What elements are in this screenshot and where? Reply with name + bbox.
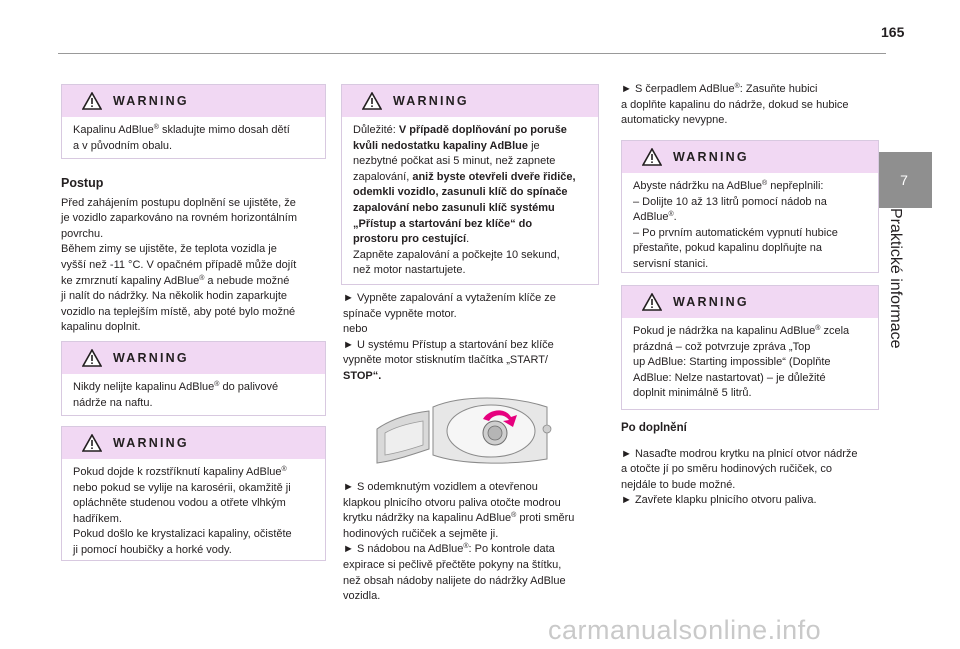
registered-mark: ® bbox=[511, 512, 517, 520]
text-line: a otočte jí po směru hodinových ručiček, co bbox=[621, 463, 832, 476]
text-line: nejdále to bude možné. bbox=[621, 478, 736, 491]
text-line: a doplňte kapalinu do nádrže, dokud se hubice bbox=[621, 98, 849, 111]
text-line: vypněte motor stisknutím tlačítka „START/ bbox=[343, 354, 548, 367]
text-line: přestaňte, pokud kapalinu doplňujte na bbox=[633, 242, 822, 255]
text-line: kapalinu doplnit. bbox=[61, 321, 141, 334]
warning-title: WARNING bbox=[113, 436, 189, 450]
warning-header bbox=[342, 85, 598, 117]
warning-header bbox=[622, 141, 878, 173]
registered-mark: ® bbox=[214, 381, 220, 388]
registered-mark: ® bbox=[762, 180, 768, 187]
steps-open-cap bbox=[343, 480, 605, 605]
text-bold: V případě doplňování po poruše bbox=[398, 124, 567, 136]
text-line: Pokud došlo ke krystalizaci kapaliny, očistěte bbox=[73, 528, 292, 541]
text-line: Během zimy se ujistěte, že teplota vozidla je bbox=[61, 243, 277, 256]
warning-text bbox=[62, 374, 325, 411]
text-line: Abyste nádržku na AdBlue® nepřeplnili: bbox=[633, 180, 824, 192]
text-line: – Dolijte 10 až 13 litrů pomocí nádob na bbox=[633, 195, 827, 208]
text-line: nebo bbox=[343, 323, 368, 336]
text-line: nebo pokud se vylije na karosérii, okamžitě ji bbox=[73, 481, 291, 494]
warning-triangle-icon bbox=[642, 293, 662, 311]
text-line: ► S čerpadlem AdBlue®: Zasuňte hubici bbox=[621, 83, 818, 95]
registered-mark: ® bbox=[199, 274, 205, 282]
text-line: spínače vypněte motor. bbox=[343, 307, 457, 320]
text-line: „Přístup a startování bez klíče“ do bbox=[353, 217, 533, 230]
text-line: Před zahájením postupu doplnění se ujistěte, že bbox=[61, 196, 296, 209]
text-line: Pokud dojde k rozstříknutí kapaliny AdBlue® bbox=[73, 466, 287, 478]
text-line bbox=[353, 123, 588, 139]
text-line: STOP“. bbox=[343, 369, 382, 382]
text-line bbox=[353, 170, 588, 186]
watermark: carmanualsonline.info bbox=[548, 615, 822, 645]
steps-switch-off bbox=[343, 291, 605, 385]
warning-header bbox=[62, 427, 325, 459]
warning-text bbox=[62, 117, 325, 154]
text-line: ► Nasaďte modrou krytku na plnicí otvor nádrže bbox=[621, 447, 858, 460]
text-line: je vozidlo zaparkováno na rovném horizontálním bbox=[61, 212, 298, 225]
text-tail: je bbox=[528, 139, 540, 152]
text-line: prázdná – což potvrzuje zpráva „Top bbox=[633, 340, 811, 353]
text-line bbox=[353, 232, 588, 248]
text-line: ► Zavřete klapku plnicího otvoru paliva. bbox=[621, 494, 817, 507]
warning-header bbox=[62, 85, 325, 117]
text-line: a v původním obalu. bbox=[73, 139, 173, 152]
registered-mark: ® bbox=[153, 124, 159, 131]
warning-box-empty-tank bbox=[621, 285, 879, 410]
warning-triangle-icon bbox=[82, 349, 102, 367]
warning-title: WARNING bbox=[393, 94, 469, 108]
text-line: než motor nastartujete. bbox=[353, 264, 466, 277]
text-line: Kapalinu AdBlue® skladujte mimo dosah dětí bbox=[73, 124, 290, 136]
warning-title: WARNING bbox=[673, 150, 749, 164]
chapter-title-vertical bbox=[886, 208, 926, 368]
text-line: ji pomocí houbičky a horké vody. bbox=[73, 543, 232, 556]
text-line: ke zmrznutí kapaliny AdBlue® a nebude možné bbox=[61, 274, 290, 287]
header-rule bbox=[58, 53, 886, 54]
warning-title: WARNING bbox=[113, 351, 189, 365]
text-line: odemkli vozidlo, zasunuli klíč do spínače bbox=[353, 186, 568, 199]
text-line: – Po prvním automatickém vypnutí hubice bbox=[633, 226, 838, 239]
registered-mark: ® bbox=[668, 211, 674, 219]
warning-text bbox=[622, 173, 878, 273]
text-line: vozidla. bbox=[343, 590, 381, 603]
section-po-doplneni bbox=[621, 421, 883, 509]
text-line: povrchu. bbox=[61, 227, 104, 240]
registered-mark: ® bbox=[734, 83, 740, 90]
chapter-tab: 7 bbox=[876, 152, 932, 208]
text-line: krytku nádržky na kapalinu AdBlue® proti směru bbox=[343, 512, 575, 525]
text-line: ► S odemknutým vozidlem a otevřenou bbox=[343, 481, 538, 493]
text-line: ji nalít do nádržky. Na několik hodin zaparkujte bbox=[61, 290, 288, 303]
text-line: up AdBlue: Starting impossible“ (Doplňte bbox=[633, 356, 831, 369]
warning-box-overfill bbox=[621, 140, 879, 273]
text-line: ► U systému Přístup a startování bez klíče bbox=[343, 338, 554, 351]
text-line: klapkou plnicího otvoru paliva otočte modrou bbox=[343, 496, 561, 509]
registered-mark: ® bbox=[281, 466, 287, 473]
text-line: AdBlue®. bbox=[633, 211, 677, 224]
text-line: nezbytné počkat asi 5 minut, než zapnete bbox=[353, 155, 556, 168]
warning-title: WARNING bbox=[673, 295, 749, 309]
section-postup bbox=[61, 176, 331, 336]
text-line bbox=[353, 139, 588, 155]
warning-box-diesel bbox=[61, 341, 326, 416]
section-title: Postup bbox=[61, 176, 104, 190]
warning-title: WARNING bbox=[113, 94, 189, 108]
text-line: ► S nádobou na AdBlue®: Po kontrole data bbox=[343, 543, 555, 556]
text-line: AdBlue: Nelze nastartovat) – je důležité bbox=[633, 371, 826, 384]
text-line: expirace si pečlivě přečtěte pokyny na štítku, bbox=[343, 558, 562, 571]
registered-mark: ® bbox=[463, 543, 469, 551]
warning-header bbox=[622, 286, 878, 318]
warning-triangle-icon bbox=[642, 148, 662, 166]
warning-box-important bbox=[341, 84, 599, 285]
warning-triangle-icon bbox=[82, 434, 102, 452]
registered-mark: ® bbox=[815, 325, 821, 332]
warning-triangle-icon bbox=[82, 92, 102, 110]
chapter-title: Praktické informace bbox=[887, 208, 904, 349]
text-line: vyšší než -11 °C. V opačném případě může dojít bbox=[61, 258, 297, 271]
text-line: než obsah nádoby nalijete do nádržky AdBlue bbox=[343, 574, 566, 587]
text-period: . bbox=[466, 233, 470, 246]
text-line: Nikdy nelijte kapalinu AdBlue® do palivové bbox=[73, 381, 279, 393]
text-line: opláchněte studenou vodou a otřete vlhkým bbox=[73, 497, 286, 510]
text-bold: aniž byste otevřeli dveře řidiče, bbox=[412, 170, 576, 183]
steps-pump bbox=[621, 82, 883, 129]
section-title: Po doplnění bbox=[621, 422, 687, 434]
text-line: hodinových ručiček a sejměte ji. bbox=[343, 527, 499, 540]
text-line: vozidlo na teplejším místě, aby poté bylo možné bbox=[61, 305, 296, 318]
warning-text bbox=[342, 117, 598, 279]
text-line: doplnit minimálně 5 litrů. bbox=[633, 387, 752, 400]
warning-box-storage bbox=[61, 84, 326, 159]
text-bold: prostoru pro cestující bbox=[353, 233, 467, 246]
text-line: automaticky nevypne. bbox=[621, 114, 728, 127]
warning-text bbox=[62, 459, 325, 559]
warning-header bbox=[62, 342, 325, 374]
text-line: servisní stanici. bbox=[633, 257, 709, 270]
warning-triangle-icon bbox=[362, 92, 382, 110]
fuel-flap-adblue-illustration bbox=[371, 389, 557, 467]
warning-box-spill bbox=[61, 426, 326, 561]
text-line: hadříkem. bbox=[73, 512, 122, 525]
text-line: Pokud je nádržka na kapalinu AdBlue® zcela bbox=[633, 325, 850, 337]
text-bold: kvůli nedostatku kapaliny AdBlue bbox=[353, 139, 529, 152]
text-line: nádrže na naftu. bbox=[73, 396, 153, 409]
page-number: 165 bbox=[881, 24, 905, 40]
text-line: zapalování nebo zasunuli klíč systému bbox=[353, 201, 555, 214]
text-intro: Důležité: bbox=[353, 124, 399, 136]
warning-text bbox=[622, 318, 878, 402]
text-line: Zapněte zapalování a počkejte 10 sekund, bbox=[353, 248, 560, 261]
text-line: ► Vypněte zapalování a vytažením klíče ze bbox=[343, 292, 556, 304]
text-part: zapalování, bbox=[353, 170, 413, 183]
